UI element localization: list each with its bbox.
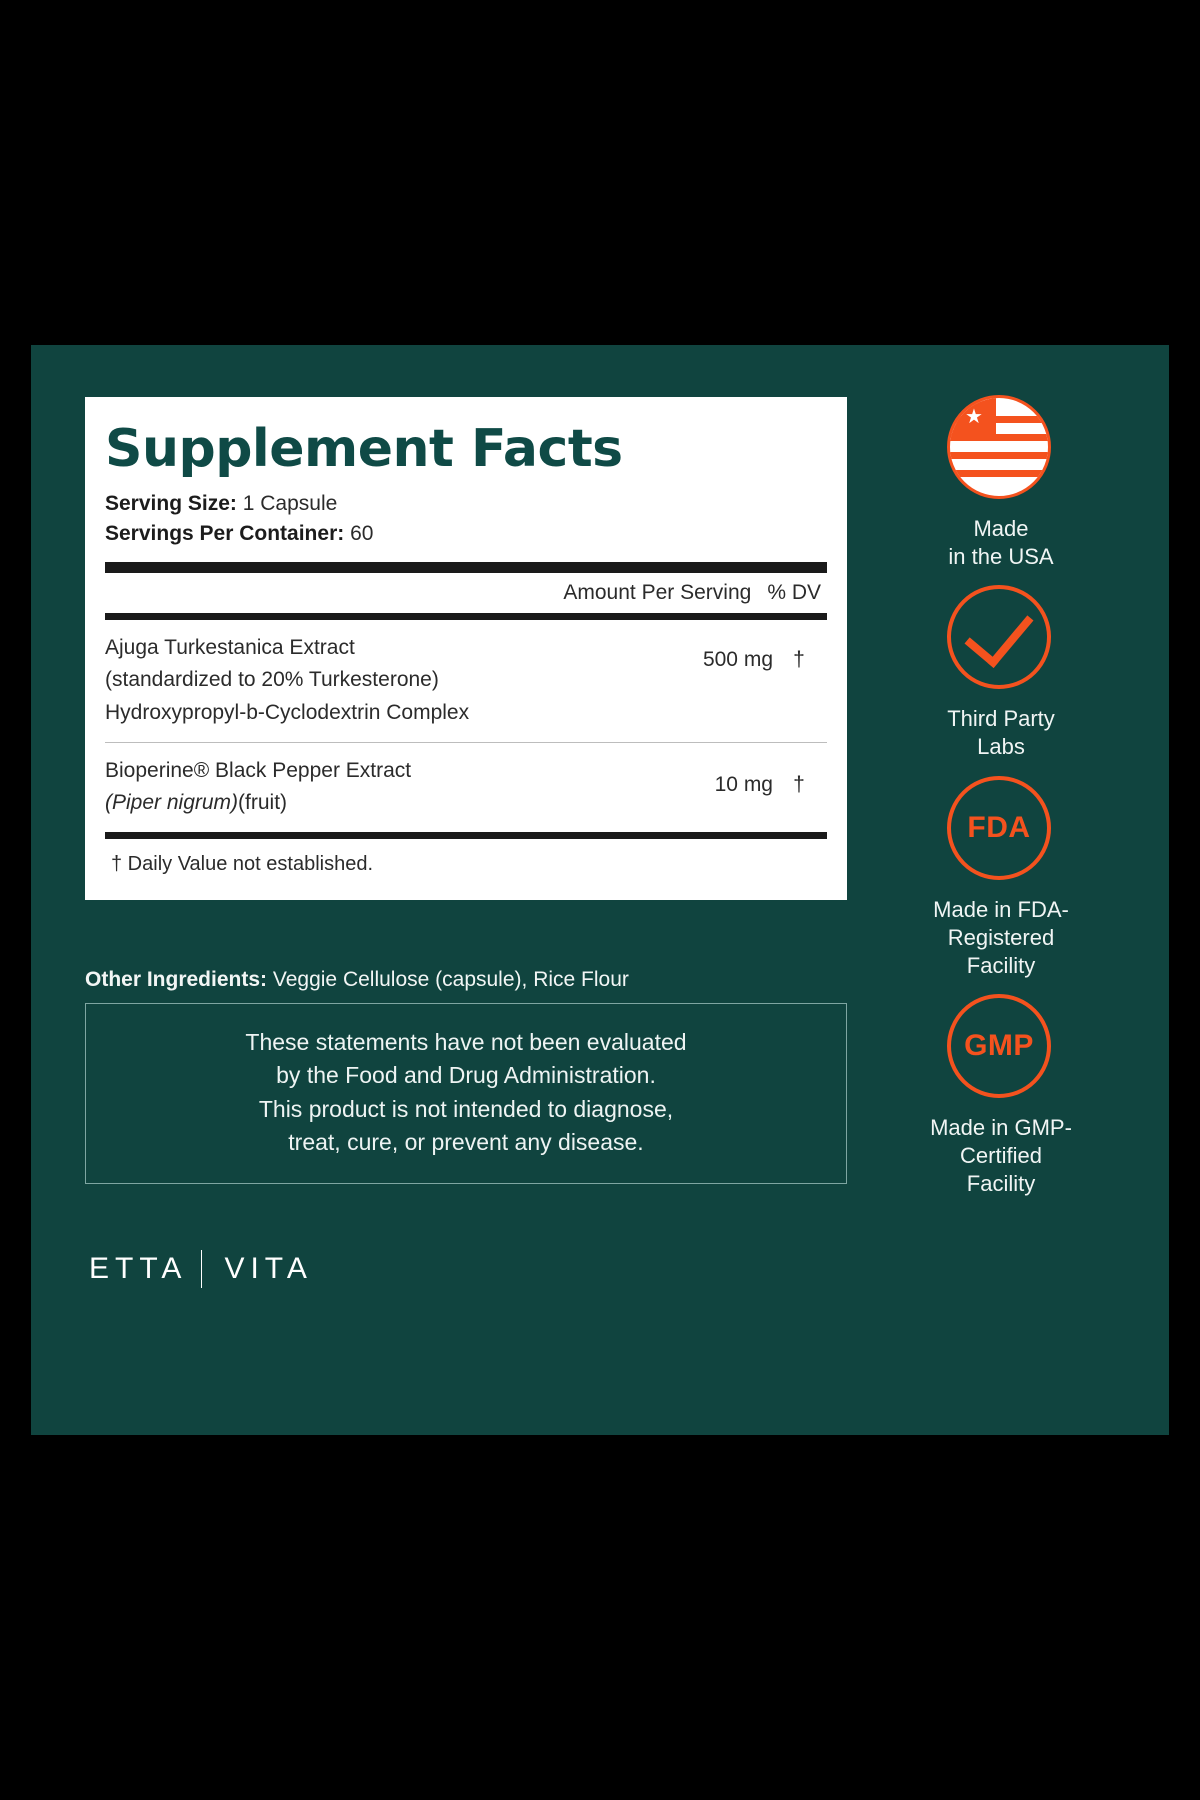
table-row (105, 620, 827, 742)
badge-caption-line-2: Certified (960, 1143, 1042, 1169)
ingredient-name-line1: Ajuga Turkestanica Extract (105, 635, 355, 659)
ingredient-botanical-name: (Piper nigrum) (105, 791, 239, 815)
divider-thick-top (105, 562, 827, 573)
other-ingredients (85, 965, 855, 994)
ingredient-name (105, 632, 653, 730)
gmp-icon (947, 994, 1055, 1102)
table-column-headers (105, 573, 827, 613)
serving-size-label: Serving Size: (105, 492, 237, 515)
fda-icon-label: FDA (947, 776, 1051, 880)
fda-icon (947, 776, 1055, 884)
trust-badges (876, 395, 1126, 1213)
column-header-dv: % DV (767, 580, 821, 604)
column-header-amount: Amount Per Serving (563, 580, 752, 604)
badge-third-party-labs (947, 585, 1055, 761)
ingredient-dv: † (793, 647, 805, 671)
badge-caption (933, 896, 1069, 980)
disclaimer-line-4: treat, cure, or prevent any disease. (288, 1129, 644, 1156)
ingredient-name-line1: Bioperine® Black Pepper Extract (105, 758, 412, 782)
brand-divider (201, 1250, 202, 1288)
divider-medium-bottom (105, 832, 827, 839)
serving-size-line (105, 489, 827, 519)
ingredient-amount: 500 mg (702, 647, 773, 671)
brand-logo (89, 1250, 313, 1288)
usa-flag-icon: ★ (947, 395, 1055, 503)
badge-caption-line-1: Made (973, 516, 1029, 541)
divider-medium (105, 613, 827, 620)
gmp-icon-label: GMP (947, 994, 1051, 1098)
badge-gmp-certified (930, 994, 1072, 1198)
badge-made-in-usa (947, 395, 1055, 571)
servings-per-container-line (105, 519, 827, 549)
ingredient-name-line3: Hydroxypropyl-b-Cyclodextrin Complex (105, 700, 470, 724)
servings-per-container-label: Servings Per Container: (105, 522, 345, 546)
badge-fda-registered (933, 776, 1069, 980)
fda-disclaimer (85, 1003, 847, 1184)
brand-word-2: VITA (224, 1252, 313, 1285)
servings-per-container-value: 60 (350, 522, 374, 546)
badge-caption (947, 705, 1055, 761)
ingredient-name (105, 755, 653, 820)
ingredient-dv: † (793, 772, 805, 796)
supplement-facts-panel (85, 397, 847, 900)
disclaimer-line-3: This product is not intended to diagnose, (258, 1095, 674, 1122)
ingredient-amount: 10 mg (714, 772, 773, 796)
badge-caption (930, 1114, 1072, 1198)
daily-value-footnote: † Daily Value not established. (111, 852, 374, 875)
badge-caption-line-2: Labs (977, 734, 1025, 760)
disclaimer-line-1: These statements have not been evaluated (245, 1029, 687, 1055)
ingredient-name-line2: (standardized to 20% Turkesterone) (105, 668, 439, 692)
badge-caption-line-2: Registered (947, 924, 1055, 950)
page-title: Supplement Facts (105, 419, 623, 479)
other-ingredients-value: Veggie Cellulose (capsule), Rice Flour (272, 968, 629, 991)
badge-caption (948, 515, 1053, 571)
brand-word-1: ETTA (89, 1252, 188, 1285)
ingredient-part: (fruit) (238, 791, 288, 815)
supplement-label-card (31, 345, 1169, 1435)
checkmark-icon (947, 585, 1055, 693)
other-ingredients-label: Other Ingredients: (85, 968, 268, 991)
badge-caption-line-3: Facility (966, 1171, 1036, 1197)
badge-caption-line-1: Made in GMP- (930, 1115, 1072, 1141)
table-row (105, 743, 827, 832)
badge-caption-line-1: Made in FDA- (933, 896, 1069, 922)
badge-caption-line-1: Third Party (947, 706, 1055, 732)
badge-caption-line-3: Facility (966, 952, 1036, 978)
serving-size-value: 1 Capsule (242, 492, 338, 515)
badge-caption-line-2: in the USA (948, 544, 1054, 570)
disclaimer-line-2: by the Food and Drug Administration. (276, 1062, 656, 1089)
ingredient-name-line2 (105, 787, 653, 820)
